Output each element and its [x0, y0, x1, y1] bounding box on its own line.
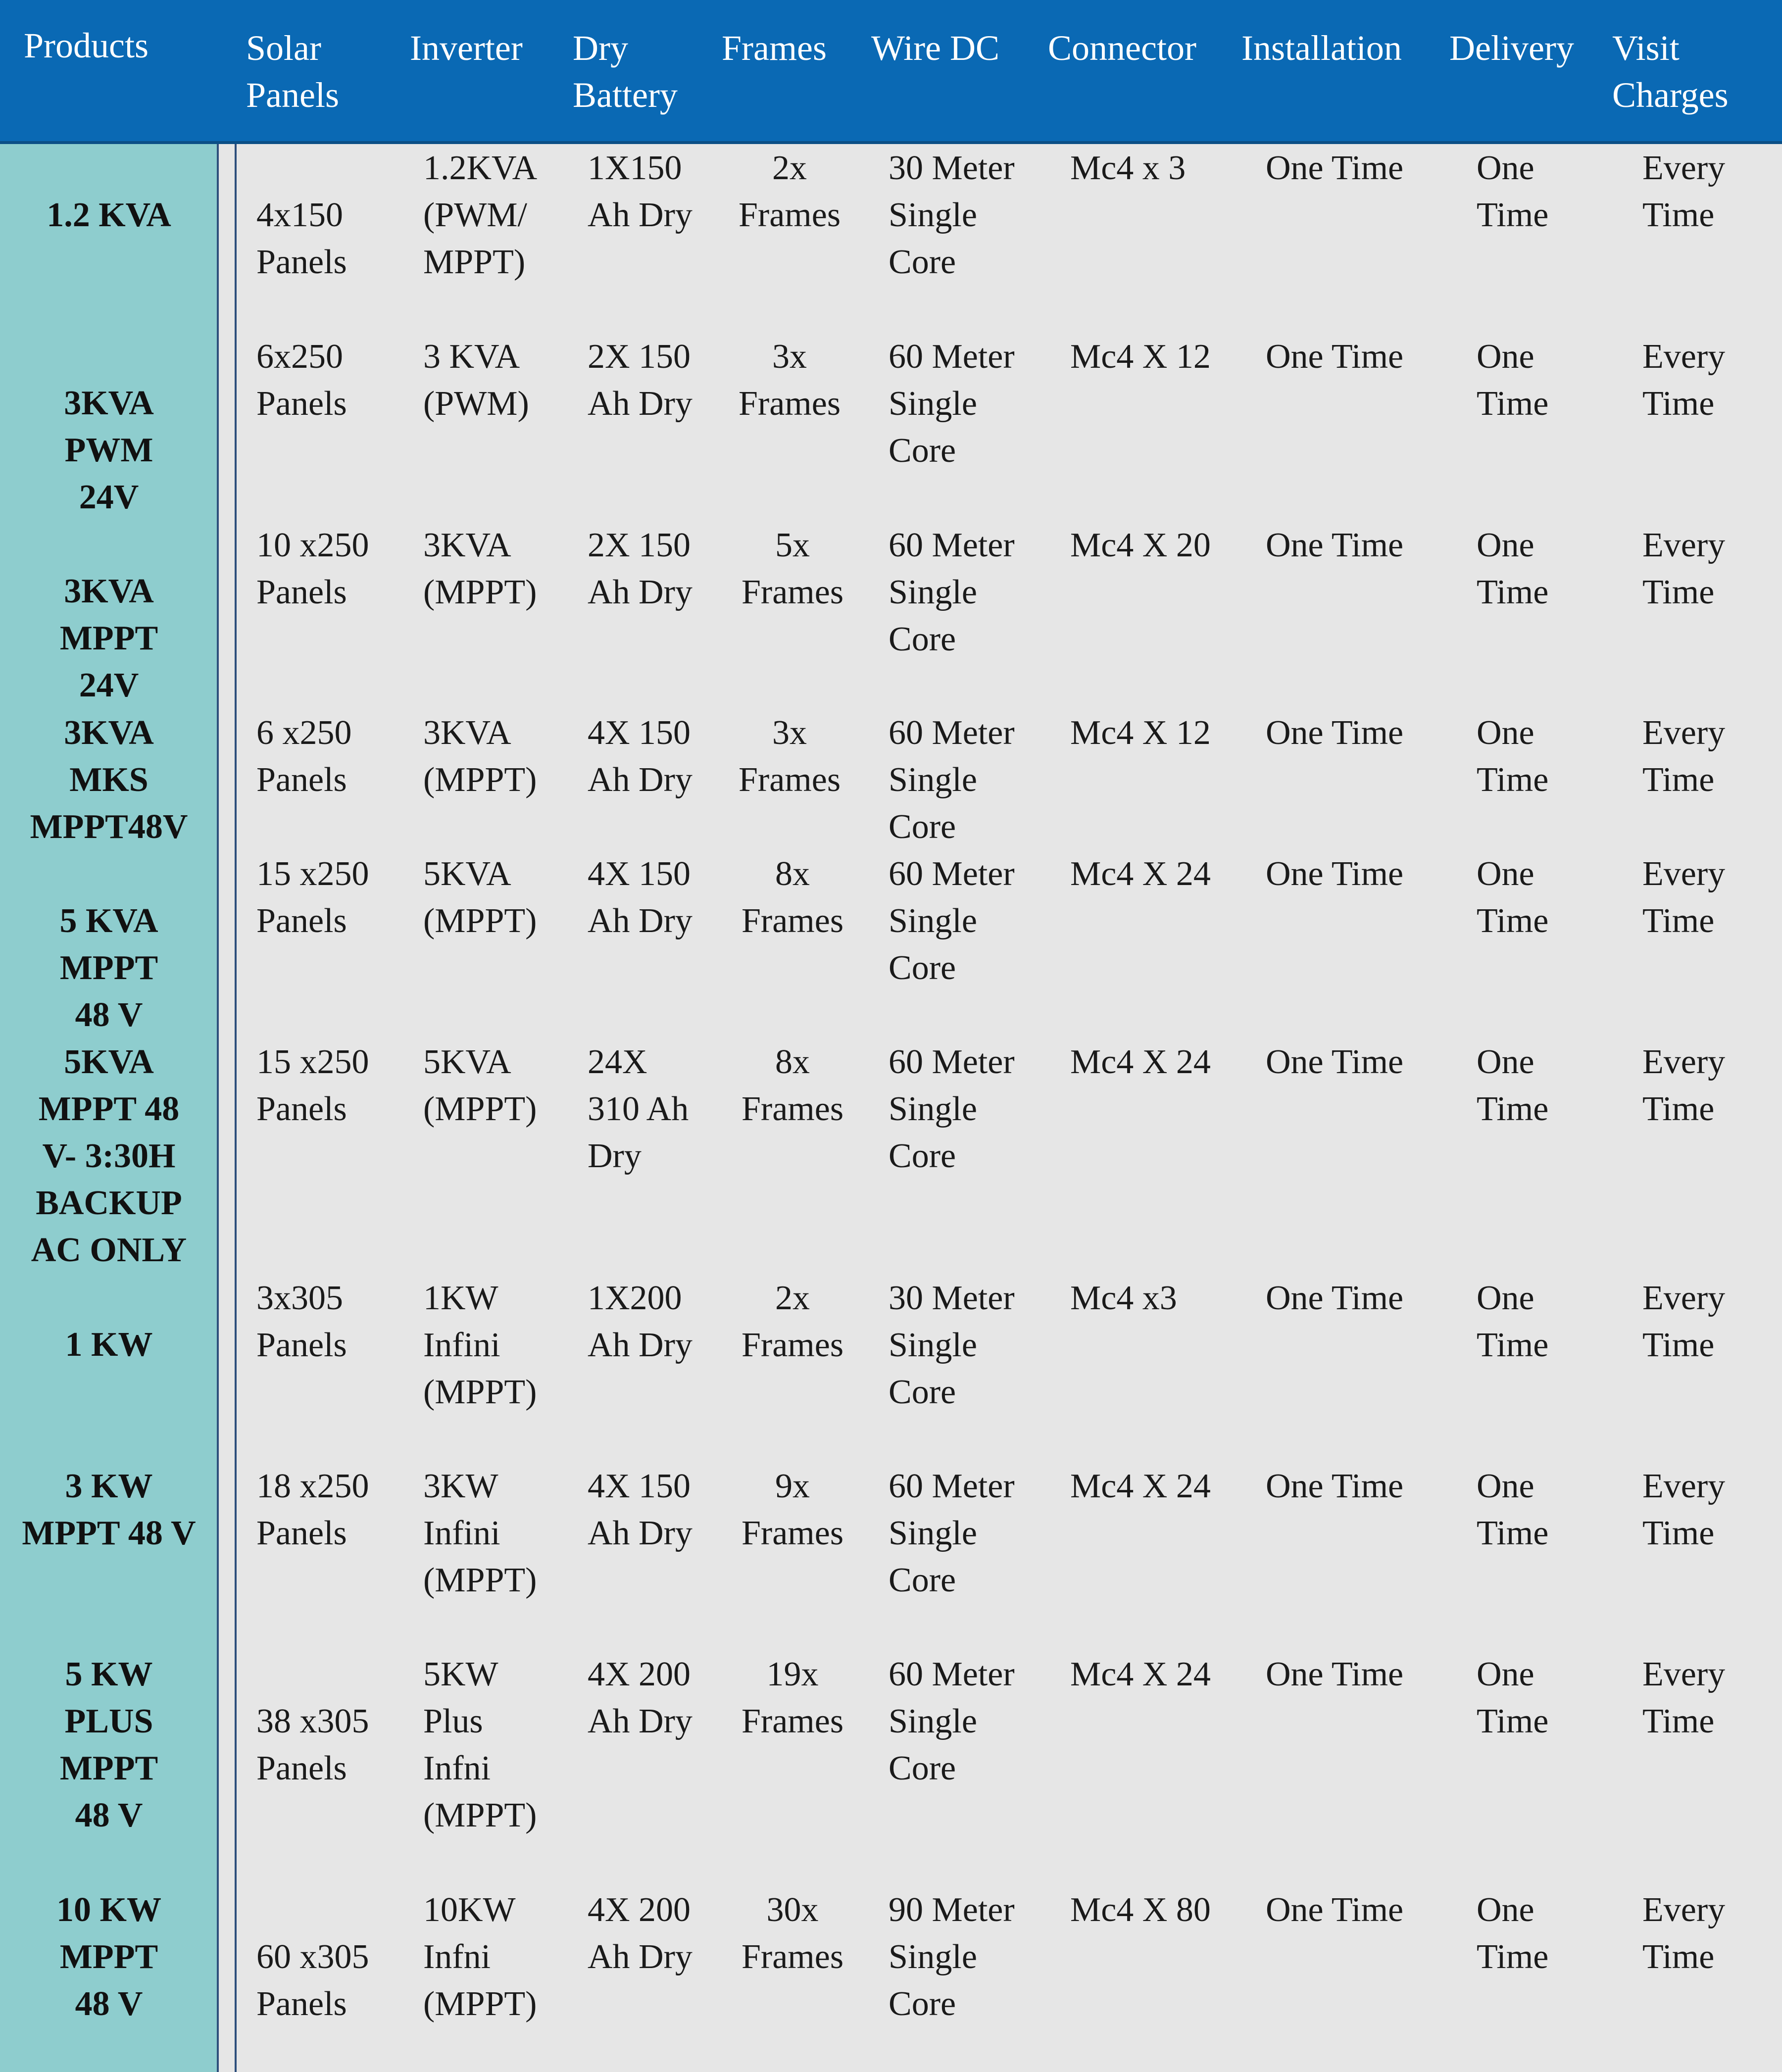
wire-dc-cell: 90 Meter Single Core [889, 1891, 1015, 2023]
connector-cell: Mc4 x3 [1070, 1279, 1177, 1317]
visit-charges-cell: Every Time [1642, 526, 1726, 611]
solar-panels-cell: 15 x250 Panels [256, 855, 369, 940]
solar-panels-cell: 15 x250 Panels [256, 1043, 369, 1128]
installation-cell: One Time [1266, 1891, 1404, 1929]
visit-charges-cell: Every Time [1642, 1655, 1726, 1740]
frames-cell: 3x Frames [739, 714, 841, 799]
frames-cell: 8x Frames [742, 1043, 844, 1128]
inverter-cell: 5KVA (MPPT) [423, 1043, 537, 1128]
visit-charges-cell: Every Time [1642, 1279, 1726, 1364]
frames-cell: 5x Frames [742, 526, 844, 611]
delivery-cell: One Time [1477, 855, 1549, 940]
connector-cell: Mc4 X 80 [1070, 1891, 1211, 1929]
header-delivery: Delivery [1449, 28, 1574, 68]
wire-dc-cell: 30 Meter Single Core [889, 1279, 1015, 1411]
connector-cell: Mc4 X 24 [1070, 1655, 1211, 1693]
visit-charges-cell: Every Time [1642, 1891, 1726, 1976]
wire-dc-cell: 60 Meter Single Core [889, 338, 1015, 470]
product-name: 3KVA MPPT 24V [59, 572, 158, 704]
solar-panels-cell: 38 x305 Panels [256, 1702, 369, 1787]
inverter-cell: 3 KVA (PWM) [423, 338, 529, 423]
wire-dc-cell: 60 Meter Single Core [889, 526, 1015, 658]
connector-cell: Mc4 X 24 [1070, 1043, 1211, 1081]
header-installation: Installation [1241, 28, 1402, 68]
frames-cell: 30x Frames [742, 1891, 844, 1976]
product-name: 1 KW [65, 1326, 153, 1364]
installation-cell: One Time [1266, 338, 1404, 376]
visit-charges-cell: Every Time [1642, 338, 1726, 423]
inverter-cell: 3KW Infini (MPPT) [423, 1467, 537, 1599]
connector-cell: Mc4 X 20 [1070, 526, 1211, 564]
header-connector: Connector [1048, 28, 1196, 68]
visit-charges-cell: Every Time [1642, 1467, 1726, 1552]
frames-cell: 19x Frames [742, 1655, 844, 1740]
connector-cell: Mc4 X 24 [1070, 855, 1211, 893]
header-visit-charges: Visit Charges [1612, 28, 1729, 115]
solar-panels-cell: 6x250 Panels [256, 338, 347, 423]
installation-cell: One Time [1266, 149, 1404, 187]
product-name: 10 KW MPPT 48 V [56, 1891, 161, 2023]
product-name: 1.2 KVA [47, 196, 171, 234]
inverter-cell: 1.2KVA (PWM/ MPPT) [423, 149, 538, 281]
inverter-cell: 5KVA (MPPT) [423, 855, 537, 940]
dry-battery-cell: 4X 150 Ah Dry [588, 714, 693, 799]
visit-charges-cell: Every Time [1642, 855, 1726, 940]
installation-cell: One Time [1266, 855, 1404, 893]
wire-dc-cell: 60 Meter Single Core [889, 1043, 1015, 1175]
header-inverter: Inverter [410, 28, 523, 68]
installation-cell: One Time [1266, 1279, 1404, 1317]
solar-panels-cell: 18 x250 Panels [256, 1467, 369, 1552]
solar-panels-cell: 60 x305 Panels [256, 1938, 369, 2023]
inverter-cell: 10KW Infni (MPPT) [423, 1891, 537, 2023]
wire-dc-cell: 30 Meter Single Core [889, 149, 1015, 281]
product-name: 5KVA MPPT 48 V- 3:30H BACKUP AC ONLY [31, 1043, 187, 1269]
delivery-cell: One Time [1477, 526, 1549, 611]
dry-battery-cell: 4X 200 Ah Dry [588, 1655, 693, 1740]
connector-cell: Mc4 x 3 [1070, 149, 1186, 187]
header-frames: Frames [722, 28, 827, 68]
delivery-cell: One Time [1477, 149, 1549, 234]
frames-cell: 9x Frames [742, 1467, 844, 1552]
delivery-cell: One Time [1477, 1279, 1549, 1364]
installation-cell: One Time [1266, 714, 1404, 752]
connector-cell: Mc4 X 12 [1070, 714, 1211, 752]
product-name: 5 KW PLUS MPPT 48 V [59, 1655, 158, 1834]
delivery-cell: One Time [1477, 1467, 1549, 1552]
delivery-cell: One Time [1477, 714, 1549, 799]
column-divider [235, 144, 237, 2072]
product-name: 3 KW MPPT 48 V [22, 1467, 196, 1552]
solar-panels-cell: 6 x250 Panels [256, 714, 352, 799]
header-wire-dc: Wire DC [871, 28, 1000, 68]
frames-cell: 3x Frames [739, 338, 841, 423]
dry-battery-cell: 24X 310 Ah Dry [588, 1043, 689, 1175]
header-products: Products [24, 26, 148, 65]
header-solar-panels: Solar Panels [246, 28, 339, 115]
dry-battery-cell: 2X 150 Ah Dry [588, 526, 693, 611]
wire-dc-cell: 60 Meter Single Core [889, 714, 1015, 846]
product-name: 3KVA PWM 24V [64, 384, 154, 516]
dry-battery-cell: 1X150 Ah Dry [588, 149, 693, 234]
frames-cell: 8x Frames [742, 855, 844, 940]
product-name: 5 KVA MPPT 48 V [59, 902, 158, 1034]
solar-panels-cell: 10 x250 Panels [256, 526, 369, 611]
solar-panels-cell: 3x305 Panels [256, 1279, 347, 1364]
installation-cell: One Time [1266, 526, 1404, 564]
dry-battery-cell: 2X 150 Ah Dry [588, 338, 693, 423]
dry-battery-cell: 1X200 Ah Dry [588, 1279, 693, 1364]
delivery-cell: One Time [1477, 1891, 1549, 1976]
frames-cell: 2x Frames [739, 149, 841, 234]
installation-cell: One Time [1266, 1467, 1404, 1505]
product-name: 3KVA MKS MPPT48V [30, 714, 188, 846]
frames-cell: 2x Frames [742, 1279, 844, 1364]
wire-dc-cell: 60 Meter Single Core [889, 855, 1015, 987]
dry-battery-cell: 4X 150 Ah Dry [588, 855, 693, 940]
wire-dc-cell: 60 Meter Single Core [889, 1655, 1015, 1787]
visit-charges-cell: Every Time [1642, 1043, 1726, 1128]
table-header [0, 0, 1782, 144]
visit-charges-cell: Every Time [1642, 714, 1726, 799]
delivery-cell: One Time [1477, 1655, 1549, 1740]
inverter-cell: 3KVA (MPPT) [423, 526, 537, 611]
dry-battery-cell: 4X 200 Ah Dry [588, 1891, 693, 1976]
inverter-cell: 1KW Infini (MPPT) [423, 1279, 537, 1411]
installation-cell: One Time [1266, 1043, 1404, 1081]
inverter-cell: 5KW Plus Infni (MPPT) [423, 1655, 537, 1834]
connector-cell: Mc4 X 24 [1070, 1467, 1211, 1505]
inverter-cell: 3KVA (MPPT) [423, 714, 537, 799]
delivery-cell: One Time [1477, 338, 1549, 423]
wire-dc-cell: 60 Meter Single Core [889, 1467, 1015, 1599]
solar-panels-cell: 4x150 Panels [256, 196, 347, 281]
visit-charges-cell: Every Time [1642, 149, 1726, 234]
dry-battery-cell: 4X 150 Ah Dry [588, 1467, 693, 1552]
delivery-cell: One Time [1477, 1043, 1549, 1128]
installation-cell: One Time [1266, 1655, 1404, 1693]
header-dry-battery: Dry Battery [573, 28, 678, 115]
connector-cell: Mc4 X 12 [1070, 338, 1211, 376]
